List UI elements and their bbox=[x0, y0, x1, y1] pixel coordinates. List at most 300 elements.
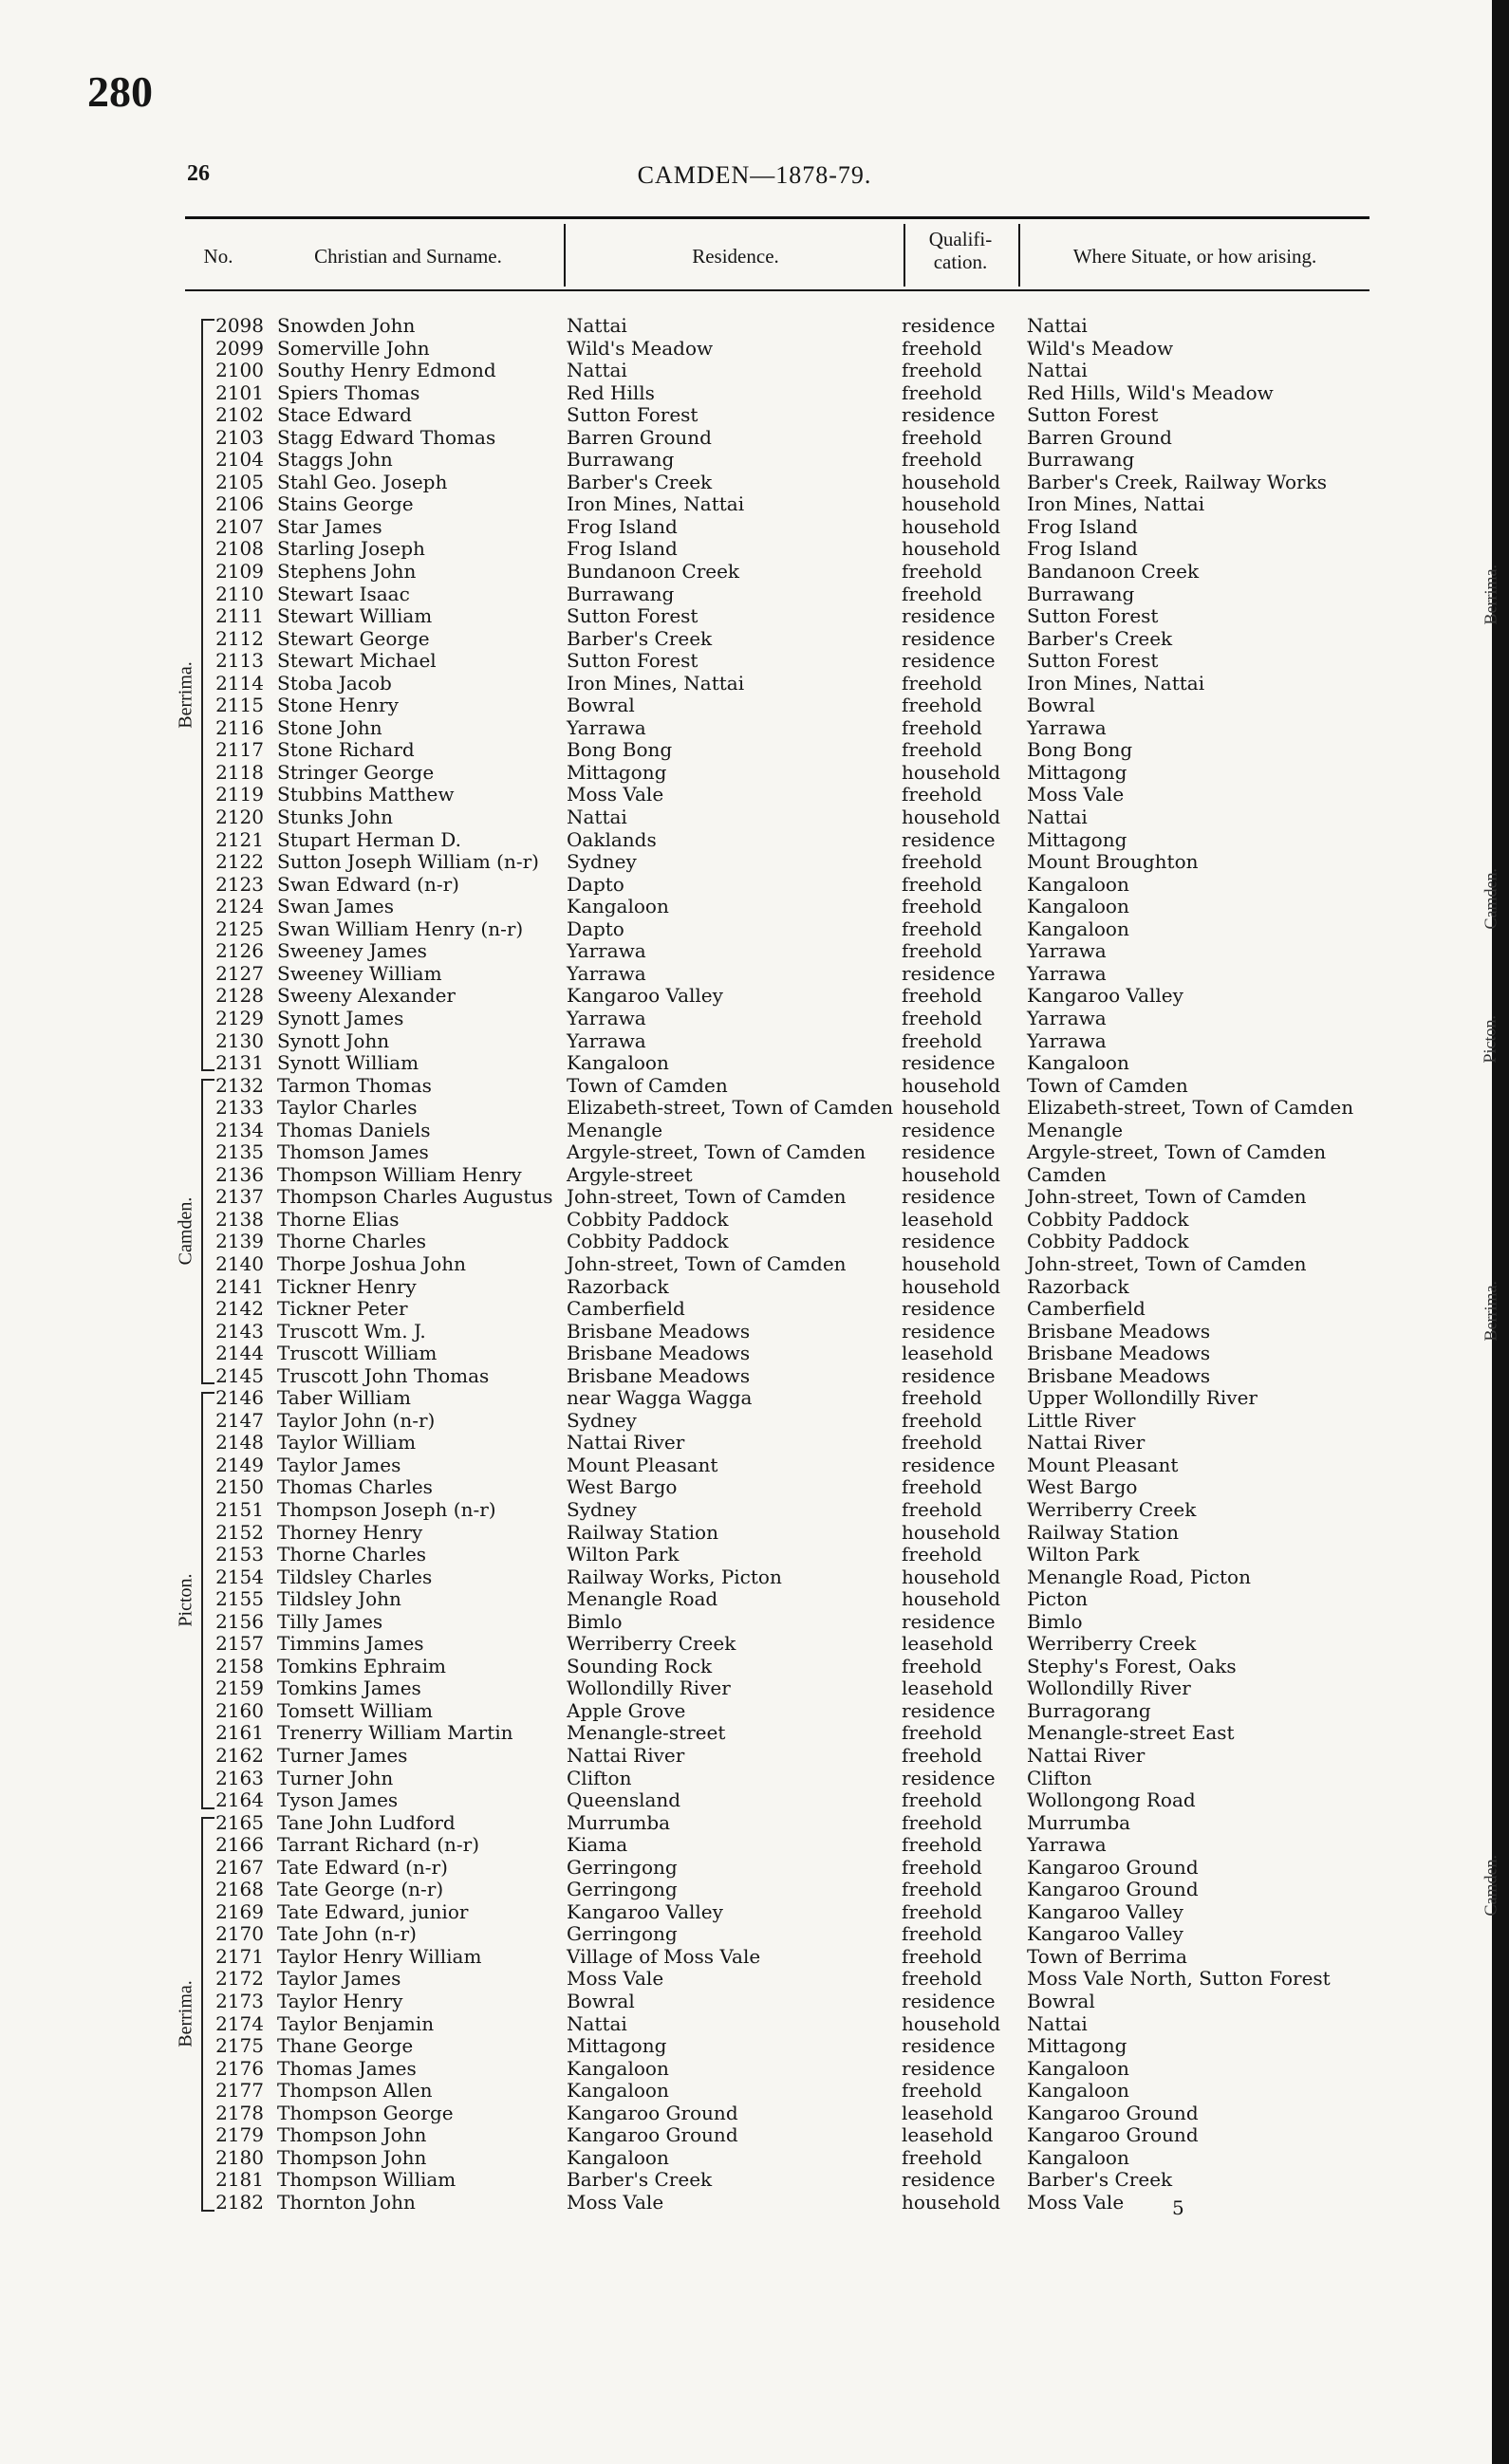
elector-name: Stone John bbox=[277, 715, 382, 739]
elector-residence: Mittagong bbox=[567, 2034, 667, 2058]
elector-number: 2163 bbox=[215, 1766, 264, 1789]
elector-number: 2181 bbox=[215, 2168, 264, 2192]
elector-number: 2139 bbox=[215, 1230, 264, 1253]
elector-where-situate: Nattai River bbox=[1027, 1744, 1146, 1767]
elector-qualification: freehold bbox=[902, 939, 982, 963]
elector-number: 2146 bbox=[215, 1386, 264, 1410]
table-row bbox=[0, 2169, 1509, 2192]
elector-number: 2157 bbox=[215, 1632, 264, 1656]
elector-name: Tickner Peter bbox=[277, 1297, 408, 1321]
elector-number: 2179 bbox=[215, 2123, 264, 2147]
table-row bbox=[0, 673, 1509, 695]
elector-where-situate: Barber's Creek bbox=[1027, 626, 1173, 650]
elector-qualification: leasehold bbox=[902, 1677, 994, 1700]
table-row bbox=[0, 2103, 1509, 2125]
elector-residence: Nattai bbox=[567, 2011, 627, 2035]
elector-name: Stagg Edward Thomas bbox=[277, 425, 496, 449]
footnote-mark: 5 bbox=[1172, 2196, 1184, 2219]
elector-where-situate: Menangle-street East bbox=[1027, 1721, 1235, 1745]
elector-where-situate: Frog Island bbox=[1027, 537, 1138, 561]
elector-where-situate: Murrumba bbox=[1027, 1810, 1131, 1834]
elector-number: 2152 bbox=[215, 1520, 264, 1544]
elector-number: 2121 bbox=[215, 827, 264, 851]
elector-qualification: household bbox=[902, 2011, 1001, 2035]
elector-residence: Cobbity Paddock bbox=[567, 1230, 729, 1253]
elector-qualification: freehold bbox=[902, 1967, 982, 1991]
elector-qualification: residence bbox=[902, 1319, 996, 1343]
elector-residence: Kangaloon bbox=[567, 2145, 669, 2169]
elector-name: Tate George (n-r) bbox=[277, 1878, 444, 1901]
elector-qualification: residence bbox=[902, 1990, 996, 2013]
elector-number: 2104 bbox=[215, 448, 264, 472]
elector-number: 2144 bbox=[215, 1342, 264, 1365]
elector-where-situate: Burrawang bbox=[1027, 448, 1135, 472]
elector-residence: Kangaroo Ground bbox=[567, 2123, 738, 2147]
table-row bbox=[0, 584, 1509, 606]
elector-number: 2142 bbox=[215, 1297, 264, 1321]
elector-where-situate: Town of Berrima bbox=[1027, 1944, 1187, 1968]
header-qualification-line1: Qualifi- bbox=[928, 228, 993, 250]
elector-name: Sweeny Alexander bbox=[277, 984, 456, 1008]
elector-name: Thompson John bbox=[277, 2123, 427, 2147]
elector-qualification: residence bbox=[902, 2056, 996, 2080]
elector-residence: Cobbity Paddock bbox=[567, 1207, 729, 1231]
folio-number: 280 bbox=[87, 67, 153, 116]
elector-name: Trenerry William Martin bbox=[277, 1721, 513, 1745]
elector-number: 2116 bbox=[215, 715, 264, 739]
elector-where-situate: John-street, Town of Camden bbox=[1027, 1251, 1307, 1275]
elector-qualification: residence bbox=[902, 827, 996, 851]
elector-qualification: household bbox=[902, 1587, 1001, 1611]
elector-name: Taylor Henry bbox=[277, 1990, 403, 2013]
elector-where-situate: Bowral bbox=[1027, 1990, 1095, 2013]
elector-qualification: freehold bbox=[902, 671, 982, 695]
table-row bbox=[0, 1789, 1509, 1812]
elector-qualification: residence bbox=[902, 604, 996, 628]
elector-residence: Kangaloon bbox=[567, 2056, 669, 2080]
elector-number: 2131 bbox=[215, 1051, 264, 1075]
elector-name: Tildsley John bbox=[277, 1587, 401, 1611]
elector-number: 2143 bbox=[215, 1319, 264, 1343]
elector-residence: Yarrawa bbox=[567, 1028, 646, 1052]
elector-qualification: freehold bbox=[902, 1899, 982, 1923]
elector-residence: Nattai River bbox=[567, 1431, 685, 1454]
elector-where-situate: Nattai River bbox=[1027, 1431, 1146, 1454]
header-rule-top bbox=[185, 216, 1369, 219]
elector-qualification: freehold bbox=[902, 336, 982, 360]
elector-name: Tate Edward, junior bbox=[277, 1899, 469, 1923]
elector-qualification: freehold bbox=[902, 715, 982, 739]
elector-name: Turner John bbox=[277, 1766, 394, 1789]
elector-where-situate: Kangaroo Valley bbox=[1027, 984, 1183, 1008]
elector-name: Tomkins Ephraim bbox=[277, 1654, 446, 1677]
elector-number: 2173 bbox=[215, 1990, 264, 2013]
elector-qualification: freehold bbox=[902, 560, 982, 584]
elector-where-situate: Mittagong bbox=[1027, 827, 1127, 851]
elector-residence: Brisbane Meadows bbox=[567, 1363, 751, 1387]
elector-name: Tomkins James bbox=[277, 1677, 421, 1700]
elector-number: 2118 bbox=[215, 760, 264, 784]
elector-qualification: freehold bbox=[902, 582, 982, 605]
elector-qualification: freehold bbox=[902, 1833, 982, 1857]
elector-residence: Yarrawa bbox=[567, 1006, 646, 1029]
table-row bbox=[0, 1276, 1509, 1299]
elector-name: Thane George bbox=[277, 2034, 414, 2058]
table-row bbox=[0, 1656, 1509, 1678]
elector-number: 2126 bbox=[215, 939, 264, 963]
elector-number: 2165 bbox=[215, 1810, 264, 1834]
elector-residence: Menangle-street bbox=[567, 1721, 726, 1745]
elector-residence: Sutton Forest bbox=[567, 403, 699, 427]
elector-where-situate: Kangaloon bbox=[1027, 1051, 1129, 1075]
elector-residence: Burrawang bbox=[567, 448, 675, 472]
elector-number: 2115 bbox=[215, 694, 264, 717]
elector-where-situate: Barber's Creek, Railway Works bbox=[1027, 470, 1327, 493]
elector-where-situate: Sutton Forest bbox=[1027, 403, 1159, 427]
elector-number: 2164 bbox=[215, 1788, 264, 1812]
elector-where-situate: Town of Camden bbox=[1027, 1073, 1188, 1097]
elector-where-situate: Railway Station bbox=[1027, 1520, 1179, 1544]
elector-number: 2171 bbox=[215, 1944, 264, 1968]
elector-number: 2136 bbox=[215, 1162, 264, 1186]
elector-name: Thompson George bbox=[277, 2101, 454, 2124]
elector-residence: Railway Station bbox=[567, 1520, 718, 1544]
elector-where-situate: Yarrawa bbox=[1027, 1028, 1107, 1052]
elector-name: Stewart Isaac bbox=[277, 582, 410, 605]
elector-residence: Werriberry Creek bbox=[567, 1632, 736, 1656]
elector-residence: Apple Grove bbox=[567, 1698, 686, 1722]
elector-number: 2135 bbox=[215, 1140, 264, 1164]
elector-name: Somerville John bbox=[277, 336, 430, 360]
elector-list bbox=[0, 315, 1509, 2214]
table-row bbox=[0, 382, 1509, 405]
elector-qualification: residence bbox=[902, 1140, 996, 1164]
elector-residence: Nattai River bbox=[567, 1744, 685, 1767]
elector-residence: Gerringong bbox=[567, 1855, 678, 1879]
elector-number: 2112 bbox=[215, 626, 264, 650]
elector-name: Star James bbox=[277, 514, 382, 538]
table-row bbox=[0, 2058, 1509, 2081]
table-row bbox=[0, 1768, 1509, 1790]
elector-name: Stephens John bbox=[277, 560, 417, 584]
elector-where-situate: Barber's Creek bbox=[1027, 2168, 1173, 2192]
elector-where-situate: John-street, Town of Camden bbox=[1027, 1185, 1307, 1209]
edge-label: Berrima. bbox=[1481, 1281, 1500, 1342]
elector-where-situate: Kangaloon bbox=[1027, 895, 1129, 918]
elector-residence: Sounding Rock bbox=[567, 1654, 713, 1677]
elector-qualification: household bbox=[902, 1251, 1001, 1275]
elector-number: 2167 bbox=[215, 1855, 264, 1879]
elector-residence: Brisbane Meadows bbox=[567, 1319, 751, 1343]
elector-where-situate: Wild's Meadow bbox=[1027, 336, 1174, 360]
elector-name: Thomson James bbox=[277, 1140, 429, 1164]
table-row bbox=[0, 1745, 1509, 1768]
elector-qualification: freehold bbox=[902, 2079, 982, 2103]
table-row bbox=[0, 1432, 1509, 1454]
table-row bbox=[0, 1946, 1509, 1969]
elector-qualification: residence bbox=[902, 1230, 996, 1253]
elector-qualification: freehold bbox=[902, 1028, 982, 1052]
elector-qualification: freehold bbox=[902, 895, 982, 918]
elector-where-situate: Bimlo bbox=[1027, 1609, 1083, 1633]
elector-qualification: freehold bbox=[902, 1475, 982, 1499]
elector-number: 2180 bbox=[215, 2145, 264, 2169]
elector-number: 2128 bbox=[215, 984, 264, 1008]
elector-number: 2140 bbox=[215, 1251, 264, 1275]
elector-where-situate: Sutton Forest bbox=[1027, 604, 1159, 628]
elector-number: 2178 bbox=[215, 2101, 264, 2124]
elector-qualification: residence bbox=[902, 1118, 996, 1141]
elector-name: Sutton Joseph William (n-r) bbox=[277, 850, 539, 874]
table-row bbox=[0, 1164, 1509, 1187]
elector-residence: Mittagong bbox=[567, 760, 667, 784]
elector-number: 2172 bbox=[215, 1967, 264, 1991]
elector-number: 2108 bbox=[215, 537, 264, 561]
elector-name: Thorne Elias bbox=[277, 1207, 400, 1231]
elector-number: 2138 bbox=[215, 1207, 264, 1231]
elector-qualification: freehold bbox=[902, 2145, 982, 2169]
district-label: Camden. bbox=[175, 1196, 196, 1266]
elector-number: 2137 bbox=[215, 1185, 264, 1209]
elector-residence: Bowral bbox=[567, 1990, 635, 2013]
elector-name: Taylor Henry William bbox=[277, 1944, 482, 1968]
elector-residence: Town of Camden bbox=[567, 1073, 728, 1097]
table-row bbox=[0, 2013, 1509, 2036]
elector-number: 2151 bbox=[215, 1497, 264, 1521]
elector-number: 2113 bbox=[215, 649, 264, 673]
elector-where-situate: Brisbane Meadows bbox=[1027, 1363, 1211, 1387]
elector-number: 2106 bbox=[215, 492, 264, 516]
elector-where-situate: Kangaloon bbox=[1027, 2079, 1129, 2103]
elector-qualification: freehold bbox=[902, 1922, 982, 1946]
elector-where-situate: Iron Mines, Nattai bbox=[1027, 492, 1205, 516]
elector-name: Stupart Herman D. bbox=[277, 827, 461, 851]
elector-name: Spiers Thomas bbox=[277, 380, 420, 404]
elector-qualification: residence bbox=[902, 961, 996, 985]
elector-qualification: household bbox=[902, 470, 1001, 493]
elector-qualification: freehold bbox=[902, 1006, 982, 1029]
table-row bbox=[0, 338, 1509, 361]
elector-name: Tarrant Richard (n-r) bbox=[277, 1833, 480, 1857]
elector-name: Thompson Allen bbox=[277, 2079, 433, 2103]
elector-qualification: household bbox=[902, 1073, 1001, 1097]
elector-qualification: household bbox=[902, 492, 1001, 516]
table-row bbox=[0, 1857, 1509, 1880]
table-row bbox=[0, 1522, 1509, 1545]
elector-qualification: freehold bbox=[902, 1408, 982, 1432]
elector-qualification: freehold bbox=[902, 1788, 982, 1812]
elector-where-situate: Yarrawa bbox=[1027, 1833, 1107, 1857]
table-row bbox=[0, 2192, 1509, 2214]
elector-residence: Bimlo bbox=[567, 1609, 623, 1633]
elector-residence: Sydney bbox=[567, 1408, 637, 1432]
elector-name: Thompson John bbox=[277, 2145, 427, 2169]
elector-number: 2119 bbox=[215, 783, 264, 806]
elector-residence: Yarrawa bbox=[567, 961, 646, 985]
elector-number: 2170 bbox=[215, 1922, 264, 1946]
table-row bbox=[0, 896, 1509, 918]
elector-where-situate: Wollongong Road bbox=[1027, 1788, 1196, 1812]
elector-where-situate: Sutton Forest bbox=[1027, 649, 1159, 673]
elector-number: 2133 bbox=[215, 1096, 264, 1120]
table-row bbox=[0, 404, 1509, 427]
elector-number: 2127 bbox=[215, 961, 264, 985]
elector-name: Stone Richard bbox=[277, 738, 415, 762]
elector-where-situate: Kangaloon bbox=[1027, 2056, 1129, 2080]
elector-name: Taylor Charles bbox=[277, 1096, 418, 1120]
elector-name: Truscott William bbox=[277, 1342, 438, 1365]
elector-qualification: household bbox=[902, 1162, 1001, 1186]
elector-number: 2099 bbox=[215, 336, 264, 360]
elector-where-situate: Upper Wollondilly River bbox=[1027, 1386, 1258, 1410]
elector-residence: Sutton Forest bbox=[567, 604, 699, 628]
elector-name: Snowden John bbox=[277, 314, 416, 337]
elector-residence: Argyle-street bbox=[567, 1162, 693, 1186]
elector-qualification: freehold bbox=[902, 872, 982, 896]
table-row bbox=[0, 1298, 1509, 1321]
elector-where-situate: Razorback bbox=[1027, 1274, 1129, 1298]
table-row bbox=[0, 784, 1509, 806]
elector-qualification: residence bbox=[902, 1363, 996, 1387]
table-row bbox=[0, 829, 1509, 852]
elector-where-situate: Bowral bbox=[1027, 694, 1095, 717]
elector-where-situate: Werriberry Creek bbox=[1027, 1497, 1197, 1521]
edge-label: Berrima. bbox=[1481, 565, 1500, 625]
elector-where-situate: Menangle bbox=[1027, 1118, 1124, 1141]
elector-residence: Menangle bbox=[567, 1118, 663, 1141]
elector-qualification: residence bbox=[902, 1453, 996, 1476]
table-row bbox=[0, 1923, 1509, 1946]
table-row bbox=[0, 1588, 1509, 1611]
elector-name: Starling Joseph bbox=[277, 537, 425, 561]
elector-name: Stains George bbox=[277, 492, 414, 516]
elector-name: Stone Henry bbox=[277, 694, 399, 717]
table-row bbox=[0, 1968, 1509, 1991]
district-label: Berrima. bbox=[175, 1979, 196, 2047]
elector-where-situate: Werriberry Creek bbox=[1027, 1632, 1197, 1656]
elector-residence: Clifton bbox=[567, 1766, 632, 1789]
elector-number: 2145 bbox=[215, 1363, 264, 1387]
elector-number: 2153 bbox=[215, 1543, 264, 1566]
elector-residence: Kiama bbox=[567, 1833, 628, 1857]
table-row bbox=[0, 2035, 1509, 2058]
elector-residence: Village of Moss Vale bbox=[567, 1944, 761, 1968]
elector-where-situate: Kangaroo Ground bbox=[1027, 1878, 1199, 1901]
elector-residence: Nattai bbox=[567, 806, 627, 829]
elector-where-situate: Barren Ground bbox=[1027, 425, 1172, 449]
table-row bbox=[0, 1030, 1509, 1053]
elector-name: Thornton John bbox=[277, 2190, 416, 2214]
elector-residence: Sydney bbox=[567, 1497, 637, 1521]
elector-number: 2120 bbox=[215, 806, 264, 829]
elector-qualification: freehold bbox=[902, 1386, 982, 1410]
elector-number: 2158 bbox=[215, 1654, 264, 1677]
elector-number: 2122 bbox=[215, 850, 264, 874]
elector-where-situate: Wilton Park bbox=[1027, 1543, 1140, 1566]
elector-name: Swan Edward (n-r) bbox=[277, 872, 459, 896]
elector-residence: Camberfield bbox=[567, 1297, 685, 1321]
elector-qualification: freehold bbox=[902, 1855, 982, 1879]
elector-qualification: residence bbox=[902, 314, 996, 337]
elector-where-situate: Kangaroo Ground bbox=[1027, 2123, 1199, 2147]
elector-qualification: household bbox=[902, 1274, 1001, 1298]
elector-residence: Barber's Creek bbox=[567, 470, 713, 493]
edge-label: Camden. bbox=[1481, 1855, 1500, 1917]
elector-name: Stahl Geo. Joseph bbox=[277, 470, 448, 493]
elector-qualification: household bbox=[902, 2190, 1001, 2214]
header-where: Where Situate, or how arising. bbox=[1072, 245, 1317, 268]
table-row bbox=[0, 1991, 1509, 2013]
table-row bbox=[0, 1476, 1509, 1499]
elector-qualification: leasehold bbox=[902, 2123, 994, 2147]
table-row bbox=[0, 874, 1509, 897]
elector-residence: Kangaloon bbox=[567, 2079, 669, 2103]
elector-residence: Frog Island bbox=[567, 514, 678, 538]
table-row bbox=[0, 762, 1509, 785]
column-separator bbox=[1018, 224, 1020, 287]
elector-where-situate: Nattai bbox=[1027, 359, 1088, 382]
table-row bbox=[0, 628, 1509, 651]
elector-qualification: residence bbox=[902, 2034, 996, 2058]
elector-qualification: household bbox=[902, 760, 1001, 784]
elector-name: Stewart William bbox=[277, 604, 433, 628]
elector-qualification: residence bbox=[902, 1051, 996, 1075]
elector-qualification: leasehold bbox=[902, 1342, 994, 1365]
page-title: CAMDEN—1878-79. bbox=[637, 161, 872, 189]
elector-residence: Nattai bbox=[567, 359, 627, 382]
elector-number: 2109 bbox=[215, 560, 264, 584]
elector-where-situate: West Bargo bbox=[1027, 1475, 1138, 1499]
elector-residence: Wilton Park bbox=[567, 1543, 680, 1566]
elector-where-situate: Mount Pleasant bbox=[1027, 1453, 1179, 1476]
elector-name: Thomas Charles bbox=[277, 1475, 433, 1499]
elector-name: Taylor James bbox=[277, 1453, 401, 1476]
elector-name: Stubbins Matthew bbox=[277, 783, 455, 806]
elector-name: Thomas Daniels bbox=[277, 1118, 431, 1141]
table-row bbox=[0, 1120, 1509, 1142]
elector-residence: Gerringong bbox=[567, 1878, 678, 1901]
elector-name: Stewart Michael bbox=[277, 649, 437, 673]
elector-name: Synott William bbox=[277, 1051, 419, 1075]
elector-number: 2148 bbox=[215, 1431, 264, 1454]
elector-number: 2161 bbox=[215, 1721, 264, 1745]
elector-where-situate: Brisbane Meadows bbox=[1027, 1319, 1211, 1343]
elector-qualification: residence bbox=[902, 1698, 996, 1722]
elector-number: 2159 bbox=[215, 1677, 264, 1700]
elector-qualification: household bbox=[902, 537, 1001, 561]
table-row bbox=[0, 1008, 1509, 1030]
elector-name: Tyson James bbox=[277, 1788, 399, 1812]
header-rule-bottom bbox=[185, 289, 1369, 291]
elector-number: 2134 bbox=[215, 1118, 264, 1141]
elector-qualification: freehold bbox=[902, 1944, 982, 1968]
elector-name: Thorney Henry bbox=[277, 1520, 423, 1544]
header-residence: Residence. bbox=[692, 245, 779, 268]
elector-number: 2156 bbox=[215, 1609, 264, 1633]
elector-where-situate: Moss Vale bbox=[1027, 2190, 1125, 2214]
table-row bbox=[0, 1253, 1509, 1276]
elector-name: Truscott John Thomas bbox=[277, 1363, 490, 1387]
elector-qualification: household bbox=[902, 1096, 1001, 1120]
elector-residence: Wollondilly River bbox=[567, 1677, 731, 1700]
elector-qualification: freehold bbox=[902, 1721, 982, 1745]
elector-residence: Yarrawa bbox=[567, 715, 646, 739]
elector-residence: Frog Island bbox=[567, 537, 678, 561]
elector-number: 2169 bbox=[215, 1899, 264, 1923]
table-row bbox=[0, 1141, 1509, 1164]
table-row bbox=[0, 1186, 1509, 1209]
elector-residence: Kangaloon bbox=[567, 895, 669, 918]
